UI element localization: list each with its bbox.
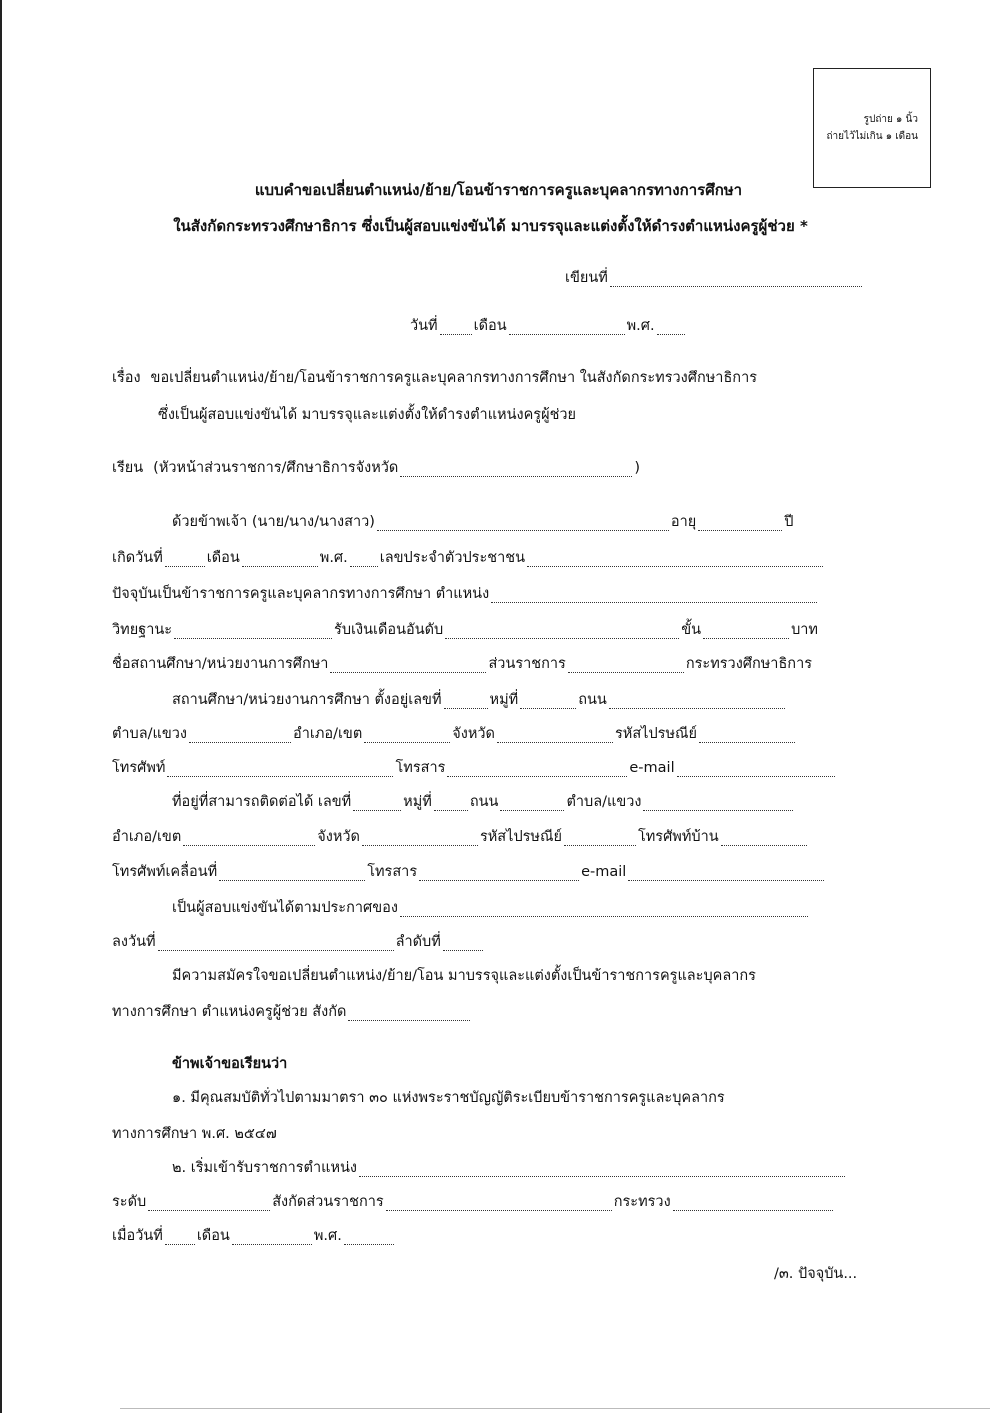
level-field[interactable] bbox=[148, 1194, 270, 1211]
school-road-label: ถนน bbox=[578, 692, 607, 708]
contact-email-label: e-mail bbox=[581, 864, 627, 880]
born-day-label: เกิดวันที่ bbox=[112, 550, 163, 566]
born-month-label: เดือน bbox=[206, 550, 240, 566]
subject-line2: ซึ่งเป็นผู้สอบแข่งขันได้ มาบรรจุและแต่งตั้งให้ดำรงตำแหน่งครูผู้ช่วย bbox=[158, 407, 577, 423]
subject-row bbox=[112, 366, 757, 390]
form-title-line2: ในสังกัดกระทรวงศึกษาธิการ ซึ่งเป็นผู้สอบแข่งขันได้ มาบรรจุและแต่งตั้งให้ดำรงตำแหน่งครูผู้ช่วย * bbox=[173, 217, 808, 235]
to-close: ) bbox=[634, 460, 641, 476]
current-position-field[interactable] bbox=[491, 586, 817, 603]
school-moo-field[interactable] bbox=[520, 692, 576, 709]
school-email-label: e-mail bbox=[629, 760, 675, 776]
ministry-label: กระทรวงศึกษาธิการ bbox=[685, 656, 813, 672]
contact-subdistrict-field[interactable] bbox=[643, 794, 793, 811]
declaration-item2-row bbox=[172, 1156, 847, 1180]
school-district-field[interactable] bbox=[364, 726, 450, 743]
contact-location-row bbox=[112, 825, 809, 849]
school-moo-label: หมู่ที่ bbox=[489, 692, 519, 708]
born-month-field[interactable] bbox=[242, 550, 318, 567]
school-district-label: อำเภอ/เขต bbox=[293, 726, 363, 742]
school-contact-row bbox=[112, 756, 837, 780]
subject-line1: ขอเปลี่ยนตำแหน่ง/ย้าย/โอนข้าราชการครูและบุคลากรทางการศึกษา ในสังกัดกระทรวงศึกษาธิการ bbox=[150, 370, 757, 386]
declaration-item2-label: ๒. เริ่มเข้ารับราชการตำแหน่ง bbox=[172, 1160, 358, 1176]
photo-box-line1: รูปถ่าย ๑ นิ้ว bbox=[863, 114, 918, 125]
agency-under-field[interactable] bbox=[386, 1194, 612, 1211]
scan-edge-bottom bbox=[120, 1408, 990, 1409]
day-field[interactable] bbox=[440, 318, 472, 335]
born-day-field[interactable] bbox=[165, 550, 205, 567]
birth-row bbox=[112, 546, 825, 570]
dated-field[interactable] bbox=[158, 934, 394, 951]
declaration-item1-line2: ทางการศึกษา พ.ศ. ๒๕๔๗ bbox=[112, 1126, 277, 1142]
school-province-field[interactable] bbox=[497, 726, 613, 743]
wish-affiliation-field[interactable] bbox=[348, 1004, 470, 1021]
position-row bbox=[112, 582, 819, 606]
contact-address-label: ที่อยู่ที่สามารถติดต่อได้ เลขที่ bbox=[172, 794, 352, 810]
mobile-label: โทรศัพท์เคลื่อนที่ bbox=[112, 864, 218, 880]
school-name-field[interactable] bbox=[330, 656, 486, 673]
agency-label: ส่วนราชการ bbox=[488, 656, 566, 672]
passed-exam-field[interactable] bbox=[400, 900, 808, 917]
start-year-label: พ.ศ. bbox=[313, 1228, 342, 1244]
school-location-row bbox=[112, 722, 797, 746]
school-postcode-field[interactable] bbox=[699, 726, 795, 743]
first-position-field[interactable] bbox=[359, 1160, 845, 1177]
school-name-label: ชื่อสถานศึกษา/หน่วยงานการศึกษา bbox=[112, 656, 329, 672]
photo-box bbox=[813, 68, 931, 188]
day-label: วันที่ bbox=[410, 318, 438, 334]
school-fax-label: โทรสาร bbox=[395, 760, 446, 776]
school-province-label: จังหวัด bbox=[452, 726, 495, 742]
id-card-field[interactable] bbox=[527, 550, 823, 567]
written-at-field[interactable] bbox=[610, 270, 862, 287]
age-unit: ปี bbox=[784, 514, 794, 530]
age-label: อายุ bbox=[670, 514, 697, 530]
born-year-field[interactable] bbox=[350, 550, 378, 567]
agency-field[interactable] bbox=[568, 656, 684, 673]
contact-fax-field[interactable] bbox=[419, 864, 579, 881]
baht-label: บาท bbox=[791, 622, 818, 638]
to-label: เรียน bbox=[112, 460, 144, 476]
ministry-name-field[interactable] bbox=[673, 1194, 833, 1211]
form-title-line1: แบบคำขอเปลี่ยนตำแหน่ง/ย้าย/โอนข้าราชการครูและบุคลากรทางการศึกษา bbox=[254, 181, 743, 199]
start-month-field[interactable] bbox=[232, 1228, 312, 1245]
mobile-row bbox=[112, 860, 826, 884]
contact-district-label: อำเภอ/เขต bbox=[112, 829, 182, 845]
contact-address-row bbox=[172, 790, 795, 814]
home-phone-field[interactable] bbox=[721, 829, 807, 846]
contact-subdistrict-label: ตำบล/แขวง bbox=[566, 794, 642, 810]
dated-label: ลงวันที่ bbox=[112, 934, 156, 950]
written-at-row bbox=[565, 266, 864, 290]
year-label: พ.ศ. bbox=[626, 318, 655, 334]
start-date-row bbox=[112, 1224, 396, 1248]
rank-row bbox=[112, 618, 818, 642]
agency-under-label: สังกัดส่วนราชการ bbox=[272, 1194, 384, 1210]
continued-note: /๓. ปัจจุบัน... bbox=[774, 1266, 858, 1282]
contact-province-label: จังหวัด bbox=[317, 829, 360, 845]
contact-postcode-label: รหัสไปรษณีย์ bbox=[479, 829, 562, 845]
applicant-row bbox=[172, 510, 794, 534]
school-row bbox=[112, 652, 812, 676]
academic-rank-label: วิทยฐานะ bbox=[112, 622, 173, 638]
start-day-field[interactable] bbox=[165, 1228, 195, 1245]
written-at-label: เขียนที่ bbox=[565, 270, 608, 286]
to-row bbox=[112, 456, 640, 480]
level-row bbox=[112, 1190, 835, 1214]
applicant-name-field[interactable] bbox=[377, 514, 669, 531]
contact-house-no-field[interactable] bbox=[353, 794, 401, 811]
level-label: ระดับ bbox=[112, 1194, 147, 1210]
start-year-field[interactable] bbox=[344, 1228, 394, 1245]
contact-fax-label: โทรสาร bbox=[367, 864, 418, 880]
applicant-label: ด้วยข้าพเจ้า (นาย/นาง/นางสาว) bbox=[172, 514, 375, 530]
start-month-label: เดือน bbox=[196, 1228, 230, 1244]
current-position-label: ปัจจุบันเป็นข้าราชการครูและบุคลากรทางการศึกษา ตำแหน่ง bbox=[112, 586, 490, 602]
home-phone-label: โทรศัพท์บ้าน bbox=[637, 829, 719, 845]
contact-moo-label: หมู่ที่ bbox=[403, 794, 432, 810]
wish-line2: ทางการศึกษา ตำแหน่งครูผู้ช่วย สังกัด bbox=[112, 1004, 347, 1020]
contact-email-field[interactable] bbox=[628, 864, 824, 881]
mobile-field[interactable] bbox=[219, 864, 365, 881]
born-year-label: พ.ศ. bbox=[319, 550, 348, 566]
school-phone-field[interactable] bbox=[167, 760, 393, 777]
ministry-name-label: กระทรวง bbox=[613, 1194, 671, 1210]
contact-road-label: ถนน bbox=[469, 794, 499, 810]
contact-moo-field[interactable] bbox=[434, 794, 468, 811]
on-day-label: เมื่อวันที่ bbox=[112, 1228, 163, 1244]
to-text: (หัวหน้าส่วนราชการ/ศึกษาธิการจังหวัด bbox=[153, 460, 399, 476]
school-road-field[interactable] bbox=[609, 692, 785, 709]
contact-road-field[interactable] bbox=[500, 794, 564, 811]
photo-box-line2: ถ่ายไว้ไม่เกิน ๑ เดือน bbox=[826, 131, 918, 142]
school-email-field[interactable] bbox=[677, 760, 835, 777]
school-address-row bbox=[172, 688, 787, 712]
province-office-field[interactable] bbox=[400, 460, 632, 477]
wish-line2-row bbox=[112, 1000, 472, 1024]
step-field[interactable] bbox=[703, 622, 789, 639]
exam-row bbox=[172, 896, 810, 920]
month-field[interactable] bbox=[509, 318, 625, 335]
academic-rank-field[interactable] bbox=[174, 622, 332, 639]
contact-postcode-field[interactable] bbox=[564, 829, 636, 846]
id-card-label: เลขประจำตัวประชาชน bbox=[379, 550, 525, 566]
rank-order-label: ลำดับที่ bbox=[395, 934, 441, 950]
age-field[interactable] bbox=[698, 514, 782, 531]
passed-exam-label: เป็นผู้สอบแข่งขันได้ตามประกาศของ bbox=[172, 900, 398, 916]
school-fax-field[interactable] bbox=[447, 760, 627, 777]
month-label: เดือน bbox=[473, 318, 507, 334]
contact-province-field[interactable] bbox=[362, 829, 478, 846]
date-row bbox=[410, 314, 687, 338]
step-label: ขั้น bbox=[681, 622, 702, 638]
salary-grade-field[interactable] bbox=[445, 622, 679, 639]
scan-edge bbox=[0, 0, 2, 1413]
declaration-item1-line1: ๑. มีคุณสมบัติทั่วไปตามมาตรา ๓๐ แห่งพระราชบัญญัติระเบียบข้าราชการครูและบุคลากร bbox=[172, 1090, 725, 1106]
year-field[interactable] bbox=[657, 318, 685, 335]
school-house-no-field[interactable] bbox=[444, 692, 488, 709]
salary-grade-label: รับเงินเดือนอันดับ bbox=[334, 622, 444, 638]
school-postcode-label: รหัสไปรษณีย์ bbox=[614, 726, 697, 742]
contact-district-field[interactable] bbox=[183, 829, 315, 846]
school-address-label: สถานศึกษา/หน่วยงานการศึกษา ตั้งอยู่เลขที่ bbox=[172, 692, 442, 708]
school-phone-label: โทรศัพท์ bbox=[112, 760, 166, 776]
school-subdistrict-field[interactable] bbox=[189, 726, 291, 743]
rank-order-field[interactable] bbox=[443, 934, 483, 951]
declaration-heading: ข้าพเจ้าขอเรียนว่า bbox=[172, 1056, 288, 1072]
wish-line1: มีความสมัครใจขอเปลี่ยนตำแหน่ง/ย้าย/โอน มาบรรจุและแต่งตั้งเป็นข้าราชการครูและบุคลากร bbox=[172, 968, 756, 984]
exam-date-row bbox=[112, 930, 485, 954]
school-subdistrict-label: ตำบล/แขวง bbox=[112, 726, 188, 742]
subject-label: เรื่อง bbox=[112, 370, 141, 386]
